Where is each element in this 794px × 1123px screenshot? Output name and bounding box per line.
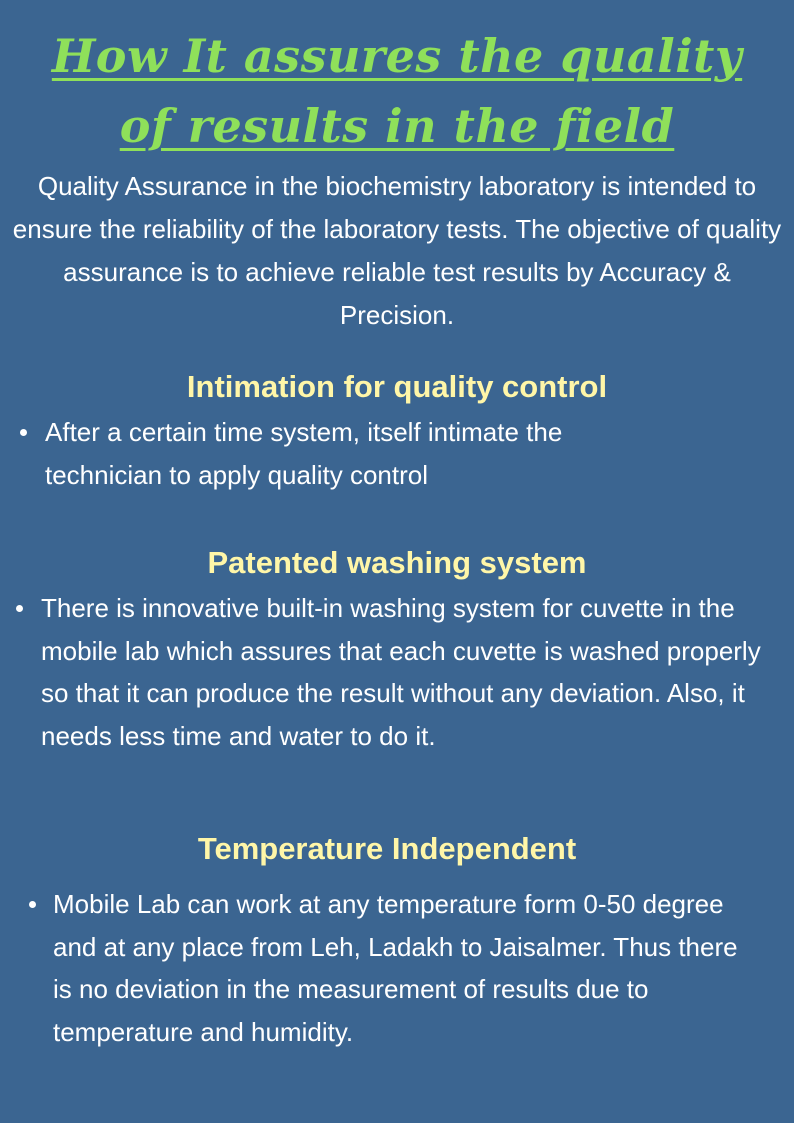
intro-paragraph: Quality Assurance in the biochemistry laboratory is intended to ensure the reliability of the laboratory tests. The objective of quality assurance is to achieve reliable test results by Accuracy & Precision. bbox=[12, 171, 782, 330]
bullet-icon bbox=[20, 429, 27, 436]
page-title-line-1: How It assures the quality bbox=[51, 29, 743, 83]
list-item-text: After a certain time system, itself intimate the technician to apply quality control bbox=[45, 417, 563, 490]
list-item-text: There is innovative built-in washing system for cuvette in the mobile lab which assures that each cuvette is washed properly so that it can produce the result without any deviation. Also, it needs less time and water to do it. bbox=[41, 593, 761, 751]
bullet-icon bbox=[29, 901, 36, 908]
page-title-line-2: of results in the field bbox=[119, 99, 675, 153]
section-list-washing bbox=[16, 587, 776, 757]
section-list-temperature bbox=[29, 883, 759, 1053]
list-item bbox=[20, 411, 680, 496]
list-item-text: Mobile Lab can work at any temperature form 0-50 degree and at any place from Leh, Ladakh to Jaisalmer. Thus there is no deviation in the measurement of results due to temperature and humidity. bbox=[53, 889, 738, 1047]
section-heading-washing: Patented washing system bbox=[207, 545, 587, 580]
list-item bbox=[29, 883, 759, 1053]
section-list-intimation bbox=[20, 411, 680, 496]
section-heading-temperature: Temperature Independent bbox=[197, 831, 577, 866]
bullet-icon bbox=[16, 605, 23, 612]
section-heading-intimation: Intimation for quality control bbox=[186, 369, 608, 404]
list-item bbox=[16, 587, 776, 757]
